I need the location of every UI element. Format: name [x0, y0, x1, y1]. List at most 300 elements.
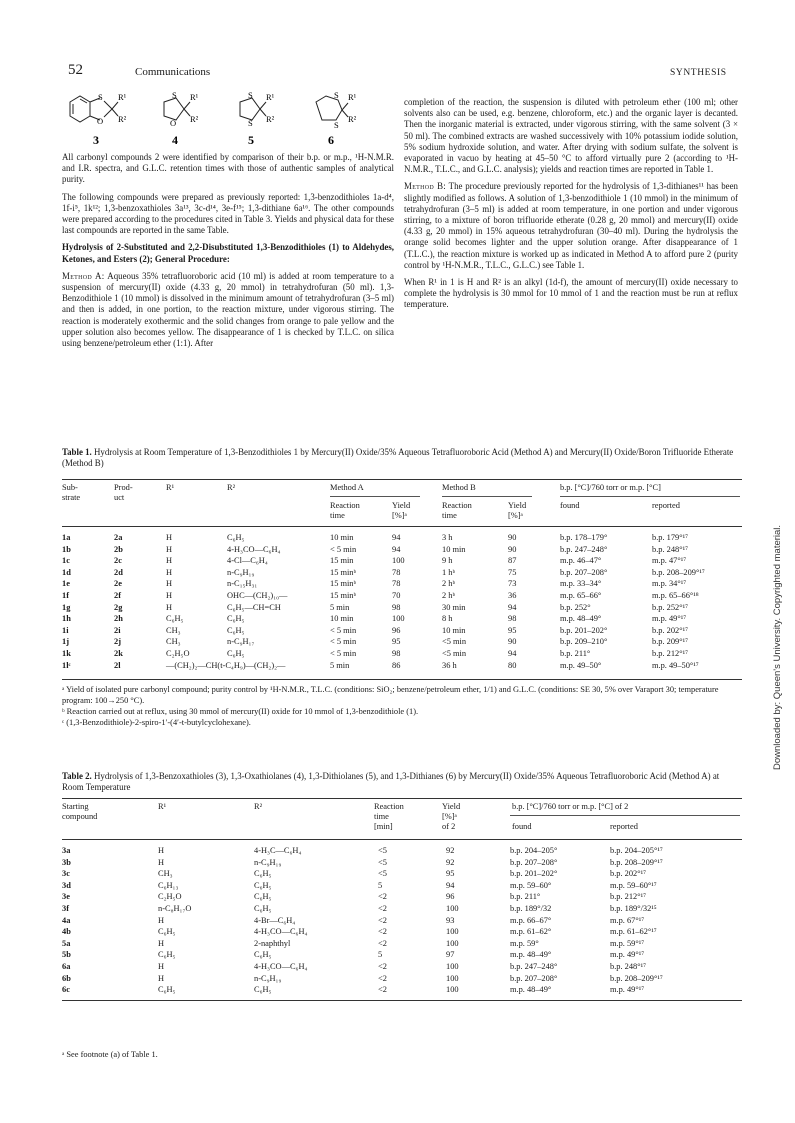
- table-cell: C₆H₅: [254, 869, 272, 879]
- th-found: found: [560, 501, 580, 510]
- download-notice: Downloaded by: Queen's University. Copyrighted material.: [772, 524, 783, 770]
- table-cell: <2: [378, 973, 387, 983]
- table-cell: n-C₉H₁₇: [227, 637, 255, 647]
- table-cell: 10 min: [442, 544, 466, 554]
- table-row: [60, 544, 740, 556]
- table-cell: m.p. 33–34°: [560, 579, 602, 589]
- table-cell: m.p. 59°¹⁷: [610, 938, 645, 948]
- structure-diagrams: [60, 88, 400, 150]
- atom-r1: R¹: [118, 92, 127, 102]
- table2-caption: [62, 771, 742, 793]
- table-cell: <2: [378, 985, 387, 995]
- table-cell: 10 min: [330, 614, 354, 624]
- atom-o: O: [97, 116, 104, 126]
- table-cell: m.p. 34°¹⁷: [652, 579, 687, 589]
- structure-label-3: 3: [93, 133, 99, 147]
- table1-caption-label: Table 1.: [62, 447, 92, 457]
- atom-r2: R²: [266, 114, 275, 124]
- table-cell: b.p. 201–202°: [560, 625, 608, 635]
- paragraph: All carbonyl compounds 2 were identified by comparison of their b.p. or m.p., ¹H-N.M.R. and I.R. spectra, and G.L.C. retention times with those of authentic samples of analytical purity.: [62, 152, 394, 185]
- table-cell: 100: [446, 927, 459, 937]
- th-reported: reported: [610, 822, 638, 831]
- table-cell: 5 min: [330, 602, 350, 612]
- table-cell: m.p. 61–62°: [510, 927, 552, 937]
- table-cell: 100: [446, 985, 459, 995]
- table-cell: 2 hᵇ: [442, 590, 456, 600]
- table-cell: m.p. 49°¹⁷: [610, 950, 645, 960]
- table-cell: 5: [378, 950, 383, 960]
- table-cell: 1d: [62, 567, 71, 577]
- table-cell: <2: [378, 892, 387, 902]
- atom-s: S: [172, 90, 177, 100]
- atom-r1: R¹: [266, 92, 275, 102]
- table-cell: 10 min: [442, 625, 466, 635]
- table-row: [60, 915, 728, 927]
- table1-body: [60, 532, 740, 671]
- table-cell: m.p. 59–60°¹⁷: [610, 880, 657, 890]
- table-row: [60, 857, 728, 869]
- table-cell: 100: [446, 903, 459, 913]
- table-cell: 4-Br—C₆H₄: [254, 915, 296, 925]
- journal-name: SYNTHESIS: [670, 68, 727, 78]
- table-cell: 5: [378, 880, 383, 890]
- table-cell: OHC—(CH₂)₁₀—: [227, 590, 288, 600]
- table-row: [60, 567, 740, 579]
- table-cell: 6c: [62, 985, 70, 995]
- table-row: [60, 578, 740, 590]
- table-cell: 6a: [62, 961, 71, 971]
- table-cell: <5: [378, 846, 387, 855]
- table-cell: H: [158, 857, 165, 867]
- table-cell: b.p. 189°/32: [510, 903, 552, 913]
- table-cell: 10 min: [330, 533, 354, 542]
- table-cell: < 5 min: [330, 637, 357, 647]
- table-cell: C₆H₅: [254, 892, 272, 902]
- table-cell: b.p. 207–208°: [560, 567, 608, 577]
- th-reaction-time: Reaction time [min]: [374, 802, 404, 831]
- table-cell: C₆H₅: [227, 625, 245, 635]
- table2-footnote: ᵃ See footnote (a) of Table 1.: [62, 1050, 158, 1059]
- atom-r1: R¹: [190, 92, 199, 102]
- table-cell: CH₃: [166, 625, 181, 635]
- atom-s: S: [248, 90, 253, 100]
- table-cell: 4-H₃CO—C₆H₄: [227, 544, 281, 554]
- table-cell: C₆H₅: [227, 614, 245, 624]
- table2-caption-text: Hydrolysis of 1,3-Benzoxathioles (3), 1,3-Oxathiolanes (4), 1,3-Dithiolanes (5), and 1,3-Dithianes (6) by Mercury(II) Oxide/35% Aqueous Tetrafluoroboric Acid (Method A) at Room Temperature: [62, 771, 720, 792]
- table-row: [60, 868, 728, 880]
- table-cell: H: [158, 846, 165, 855]
- table-cell: 96: [392, 625, 401, 635]
- table-cell: H: [158, 938, 165, 948]
- table-cell: 1i: [62, 625, 69, 635]
- table-cell: C₂H₅O: [166, 648, 190, 658]
- table-cell: <2: [378, 961, 387, 971]
- table-cell: 36 h: [442, 660, 457, 670]
- table-cell: 3 h: [442, 533, 453, 542]
- table-cell: 15 minᵇ: [330, 590, 357, 600]
- table-cell: < 5 min: [330, 625, 357, 635]
- table-cell: 94: [508, 648, 517, 658]
- method-b-text: The procedure previously reported for the hydrolysis of 1,3-dithianes¹¹ has been slightly modified as follows. A solution of 1,3-benzodithiole 1 (10 mmol) in the minimum of tetrahydrofuran (3–5 ml) is added at room temperature, in one portion and under vigorous stirring, to a mixture of boron trifluoride etherate (0.28 g, 20 mmol) and mercury(II) oxide (4.33 g, 20 mmol) in 15% aqueous tetrahydrofuran (30–40 ml). During the hydrolysis the orange solid becomes lighter and the upper solution orange. After disappearance of 1 (T.L.C.), the reaction mixture is worked up as indicated in Method A to afford pure 2 (purity control by ¹H-N.M.R., T.L.C., G.L.C.) see Table 1.: [404, 181, 738, 270]
- table-cell: 3a: [62, 846, 71, 855]
- table-cell: H: [166, 533, 173, 542]
- th-reaction-time-a: Reaction time: [330, 501, 360, 520]
- table-cell: 96: [446, 892, 455, 902]
- table-cell: 15 minᵇ: [330, 567, 357, 577]
- table-cell: n-C₈H₁₇O: [158, 903, 192, 913]
- table-cell: m.p. 61–62°¹⁷: [610, 927, 657, 937]
- table-cell: H: [166, 579, 173, 589]
- table-cell: <2: [378, 927, 387, 937]
- table1-caption-text: Hydrolysis at Room Temperature of 1,3-Benzodithioles 1 by Mercury(II) Oxide/35% Aqueous Tetrafluoroboric Acid (Method A) and Mercury(II) Oxide/Boron Trifluoride Etherate (Method B): [62, 447, 734, 468]
- table-cell: m.p. 66–67°: [510, 915, 552, 925]
- table-cell: 3d: [62, 880, 71, 890]
- table-cell: b.p. 212°¹⁷: [652, 648, 688, 658]
- table-cell: C₆H₅—CH=CH: [227, 602, 281, 612]
- th-r2: R²: [227, 483, 236, 492]
- table-cell: 75: [508, 567, 517, 577]
- table-cell: m.p. 46–47°: [560, 556, 602, 566]
- left-column: [62, 152, 394, 355]
- section-heading: Hydrolysis of 2-Substituted and 2,2-Disubstituted 1,3-Benzodithioles (1) to Aldehydes, Ketones, and Esters (2); General Procedure:: [62, 242, 394, 264]
- table-cell: H: [158, 961, 165, 971]
- table-row: [60, 555, 740, 567]
- table-cell: 95: [508, 625, 517, 635]
- table-cell: m.p. 49°¹⁷: [652, 614, 687, 624]
- table-cell: 2e: [114, 579, 122, 589]
- table-cell: m.p. 48–49°: [510, 985, 552, 995]
- paragraph: completion of the reaction, the suspension is diluted with petroleum ether (100 ml; other solvents also can be used, e.g. benzene, chloroform, etc.) and the organic layer is decanted. Then the inorganic material is extracted, under vigorous stirring, with the same solvent (3 × 50 ml). The combined extracts are washed successively with 10% potassium iodide solution, 5% sodium hydroxide solution, and water. After drying with sodium sulfate, the solvent is evaporated in vacuo by heating at 45–50 °C to afford virtually pure 2 (according to ¹H-N.M.R., T.L.C., and G.L.C. analysis); yields and reaction times are reported in Table 1.: [404, 97, 738, 175]
- table-cell: <5: [378, 857, 387, 867]
- table-cell: 4-Cl—C₆H₄: [227, 556, 268, 566]
- table-cell: H: [158, 915, 165, 925]
- table-cell: 36: [508, 590, 517, 600]
- table-cell: C₆H₅: [158, 985, 176, 995]
- table-cell: 4-H₃C—C₆H₄: [254, 846, 302, 855]
- table-cell: b.p. 211°: [560, 648, 591, 658]
- table-cell: 1g: [62, 602, 71, 612]
- table-cell: 94: [446, 880, 455, 890]
- table-cell: 2k: [114, 648, 123, 658]
- table-cell: 2-naphthyl: [254, 938, 291, 948]
- th-r2: R²: [254, 802, 263, 811]
- table-cell: 1e: [62, 579, 70, 589]
- th-substrate: Sub- strate: [62, 483, 81, 502]
- table-row: [60, 880, 728, 892]
- th-reaction-time-b: Reaction time: [442, 501, 472, 520]
- table-cell: n-C₉H₁₉: [254, 973, 282, 983]
- table-cell: 2c: [114, 556, 122, 566]
- table-cell: b.p. 209°¹⁷: [652, 637, 688, 647]
- table-cell: 5 min: [330, 660, 350, 670]
- table-row: [60, 660, 740, 672]
- table-cell: m.p. 48–49°: [510, 950, 552, 960]
- table-cell: 1b: [62, 544, 71, 554]
- table-row: [60, 636, 740, 648]
- table-cell: m.p. 67°¹⁷: [610, 915, 645, 925]
- table-cell: b.p. 207–208°: [510, 973, 558, 983]
- th-reported: reported: [652, 501, 680, 510]
- th-product: Prod- uct: [114, 483, 133, 502]
- table-row: [60, 973, 728, 985]
- atom-s: S: [248, 118, 253, 128]
- table-cell: 4-H₃CO—C₆H₄: [254, 961, 308, 971]
- table-cell: <2: [378, 903, 387, 913]
- table-row: [60, 891, 728, 903]
- table-row: [60, 625, 740, 637]
- table-cell: 98: [508, 614, 517, 624]
- table-cell: 70: [392, 590, 401, 600]
- table-cell: b.p. 247–248°: [560, 544, 608, 554]
- th-yield: Yield [%]ᵃ of 2: [442, 802, 461, 831]
- table-cell: 1a: [62, 533, 71, 542]
- table-cell: C₆H₅: [254, 950, 272, 960]
- table-row: [60, 961, 728, 973]
- table-cell: 1f: [62, 590, 69, 600]
- table-cell: 2i: [114, 625, 121, 635]
- table-cell: b.p. 252°: [560, 602, 591, 612]
- table-cell: m.p. 48–49°: [560, 614, 602, 624]
- table-cell: <5 min: [442, 648, 467, 658]
- table-cell: 100: [446, 938, 459, 948]
- table-cell: m.p. 59°: [510, 938, 539, 948]
- table-cell: 30 min: [442, 602, 466, 612]
- table-cell: 1k: [62, 648, 71, 658]
- table-cell: 6b: [62, 973, 71, 983]
- table-cell: 2b: [114, 544, 123, 554]
- table-cell: 86: [392, 660, 401, 670]
- table-cell: b.p. 201–202°: [510, 869, 558, 879]
- paragraph: When R¹ in 1 is H and R² is an alkyl (1d-f), the amount of mercury(II) oxide necessary to complete the hydrolysis is 30 mmol for 10 mmol of 1 and the reaction must be run at reflux temperature.: [404, 277, 738, 310]
- table-cell: 90: [508, 544, 517, 554]
- th-bp: b.p. [°C]/760 torr or m.p. [°C] of 2: [512, 802, 629, 811]
- table-cell: C₆H₅: [254, 880, 272, 890]
- th-method-a: Method A: [330, 483, 364, 492]
- table-row: [60, 938, 728, 950]
- table-cell: b.p. 211°: [510, 892, 541, 902]
- table-cell: 2j: [114, 637, 121, 647]
- table-cell: 100: [392, 614, 405, 624]
- section-title: Communications: [135, 66, 211, 78]
- th-method-b: Method B: [442, 483, 476, 492]
- table-cell: 95: [446, 869, 455, 879]
- table-cell: n-C₉H₁₉: [254, 857, 282, 867]
- table-cell: C₆H₁₃: [158, 880, 179, 890]
- table-row: [60, 648, 740, 660]
- table-cell: 100: [446, 973, 459, 983]
- table-cell: <5 min: [442, 637, 467, 647]
- structure-6: [316, 96, 348, 120]
- table-cell: b.p. 208–209°¹⁷: [610, 857, 663, 867]
- table-cell: 94: [392, 533, 401, 542]
- atom-s: S: [334, 120, 339, 130]
- table1-caption: [62, 447, 742, 469]
- atom-r2: R²: [190, 114, 199, 124]
- th-yield-b: Yield [%]ᵃ: [508, 501, 527, 520]
- table-cell: 92: [446, 857, 455, 867]
- table-cell: 100: [392, 556, 405, 566]
- table-cell: 15 minᵇ: [330, 579, 357, 589]
- structure-label-5: 5: [248, 133, 254, 147]
- table-cell: <5: [378, 869, 387, 879]
- table-cell: 2a: [114, 533, 123, 542]
- table-cell: C₆H₅: [227, 533, 245, 542]
- table-cell: 15 min: [330, 556, 354, 566]
- table-cell: < 5 min: [330, 648, 357, 658]
- table-cell: b.p. 247–248°: [510, 961, 558, 971]
- structure-5: [240, 98, 266, 120]
- table-cell: b.p. 248°¹⁷: [610, 961, 646, 971]
- table-cell: 98: [392, 648, 401, 658]
- table-cell: C₆H₅: [158, 950, 176, 960]
- table-cell: 1h: [62, 614, 71, 624]
- table-row: [60, 590, 740, 602]
- structure-label-4: 4: [172, 133, 178, 147]
- table-cell: m.p. 47°¹⁷: [652, 556, 687, 566]
- atom-s: S: [98, 92, 103, 102]
- table-cell: <2: [378, 915, 387, 925]
- table-cell: 2 hᵇ: [442, 579, 456, 589]
- table-cell: 95: [392, 637, 401, 647]
- footnote: ᵇ Reaction carried out at reflux, using 30 mmol of mercury(II) oxide for 10 mmol of 1,3-benzodithiole (1).: [62, 707, 419, 716]
- method-b-paragraph: [404, 181, 738, 271]
- table-cell: H: [166, 590, 173, 600]
- atom-r2: R²: [118, 114, 127, 124]
- table-cell: CH₃: [158, 869, 173, 879]
- table-cell: 97: [446, 950, 455, 960]
- table-cell: H: [166, 602, 173, 612]
- table-cell: CH₃: [166, 637, 181, 647]
- paragraph: The following compounds were prepared as previously reported: 1,3-benzodithioles 1a-d⁴, 1f-i⁵, 1k¹²; 1,3-benzoxathioles 3a¹³, 3c-d¹⁴, 3e-f¹⁵; 1,3-dithiane 6a¹⁶. The other compounds were prepared according to the procedures cited in Table 3. Yields and physical data for these last compounds are reported in the same Table.: [62, 191, 394, 236]
- table-cell: 8 h: [442, 614, 453, 624]
- table-cell: 1j: [62, 637, 69, 647]
- table-cell: b.p. 208–209°¹⁷: [652, 567, 705, 577]
- table-cell: b.p. 208–209°¹⁷: [610, 973, 663, 983]
- table-cell: b.p. 209–210°: [560, 637, 608, 647]
- table-cell: 3c: [62, 869, 70, 879]
- th-starting: Starting compound: [62, 802, 98, 821]
- table-row: [60, 532, 740, 544]
- table-cell: 100: [446, 961, 459, 971]
- table-cell: H: [166, 544, 173, 554]
- table-cell: 94: [508, 602, 517, 612]
- page-number: 52: [68, 62, 83, 78]
- table-cell: 1c: [62, 556, 70, 566]
- table-cell: H: [166, 556, 173, 566]
- table-cell: 5a: [62, 938, 71, 948]
- table-row: [60, 949, 728, 961]
- method-a-text: Aqueous 35% tetrafluoroboric acid (10 ml) is added at room temperature to a suspension of mercury(II) oxide (4.33 g, 20 mmol) in tetrahydrofuran (50 ml). 1,3-Benzodithiole 1 (10 mmol) is dissolved in the minimum amount of tetrahydrofuran (3–5 ml) and then is added, in one portion, to the reaction mixture, under vigorous stirring. The reaction is moderately exothermic and the solid changes from orange to pale yellow and the upper solution also becomes yellow. The disappearance of 1 is checked by T.L.C. on silica using benzene/petroleum ether (1:1). After: [62, 270, 394, 349]
- structure-4: [164, 98, 190, 120]
- atom-o: O: [170, 118, 177, 128]
- table-cell: 90: [508, 533, 517, 542]
- footnote: ᵃ Yield of isolated pure carbonyl compound; purity control by ¹H-N.M.R., T.L.C. (conditions: SiO₂; benzene/petroleum ether, 1/1) and G.L.C. (conditions: SE 30, 5% over Varaport 30; temperature program: 100→250 °C).: [62, 685, 719, 705]
- table-cell: C₆H₅: [227, 648, 245, 658]
- table-cell: 78: [392, 567, 401, 577]
- th-yield-a: Yield [%]ᵃ: [392, 501, 411, 520]
- atom-r1: R¹: [348, 92, 357, 102]
- table-cell: C₆H₅: [254, 985, 272, 995]
- table-cell: 78: [392, 579, 401, 589]
- table1-footnotes: [62, 684, 742, 728]
- table-cell: 4b: [62, 927, 71, 937]
- table-cell: m.p. 65–66°: [560, 590, 602, 600]
- th-r1: R¹: [158, 802, 167, 811]
- table-cell: 98: [392, 602, 401, 612]
- table-cell: 2f: [114, 590, 121, 600]
- table-cell: 2d: [114, 567, 123, 577]
- table-cell: 80: [508, 660, 517, 670]
- method-a-paragraph: [62, 271, 394, 349]
- table-cell: 3f: [62, 903, 69, 913]
- table-cell: H: [166, 567, 173, 577]
- method-b-label: Method B:: [404, 181, 447, 192]
- table-cell: 87: [508, 556, 517, 566]
- table-cell: 3e: [62, 892, 70, 902]
- structure-3: [70, 96, 118, 122]
- table-cell: 93: [446, 915, 455, 925]
- th-bp: b.p. [°C]/760 torr or m.p. [°C]: [560, 483, 661, 492]
- table-cell: b.p. 204–205°: [510, 846, 558, 855]
- table-row: [60, 602, 740, 614]
- table-cell: 4-H₃CO—C₆H₄: [254, 927, 308, 937]
- table-cell: b.p. 252°¹⁷: [652, 602, 688, 612]
- method-a-label: Method A:: [62, 270, 105, 281]
- right-column: [404, 97, 738, 317]
- table-cell: b.p. 189°/32¹⁵: [610, 903, 657, 913]
- table-cell: m.p. 65–66°¹⁸: [652, 590, 699, 600]
- th-r1: R¹: [166, 483, 175, 492]
- table-cell: <2: [378, 938, 387, 948]
- table-cell: 1lᶜ: [62, 660, 71, 670]
- table-cell: m.p. 49–50°: [560, 660, 602, 670]
- table-cell: m.p. 49°¹⁷: [610, 985, 645, 995]
- table-row: [60, 926, 728, 938]
- footnote: ᶜ (1,3-Benzodithiole)-2-spiro-1′-(4′-t-butylcyclohexane).: [62, 718, 251, 727]
- table-cell: H: [158, 973, 165, 983]
- table-cell: b.p. 212°¹⁷: [610, 892, 646, 902]
- table-cell: b.p. 207–208°: [510, 857, 558, 867]
- table-cell: 92: [446, 846, 455, 855]
- table-cell: b.p. 204–205°¹⁷: [610, 846, 663, 855]
- table-cell: 2h: [114, 614, 123, 624]
- table-cell: m.p. 49–50°¹⁷: [652, 660, 699, 670]
- th-found: found: [512, 822, 532, 831]
- table-cell: b.p. 202°¹⁷: [652, 625, 688, 635]
- atom-s: S: [334, 90, 339, 100]
- table-cell: C₆H₅: [166, 614, 184, 624]
- table-cell: b.p. 248°¹⁷: [652, 544, 688, 554]
- table-cell: n-C₉H₁₉: [227, 567, 255, 577]
- table2-caption-label: Table 2.: [62, 771, 92, 781]
- table-cell: C₆H₅: [158, 927, 176, 937]
- table-cell: C₆H₅: [254, 903, 272, 913]
- table-cell: m.p. 59–60°: [510, 880, 552, 890]
- table-cell: 1 hᵇ: [442, 567, 456, 577]
- table-cell: 4a: [62, 915, 71, 925]
- table-cell: —(CH₂)₂—CH(t-C₄H₉)—(CH₂)₂—: [166, 660, 286, 670]
- table-cell: b.p. 178–179°: [560, 533, 608, 542]
- table-cell: 2l: [114, 660, 121, 670]
- table-row: [60, 613, 740, 625]
- table-cell: n-C₁₅H₃₁: [227, 579, 258, 589]
- table-cell: b.p. 179°¹⁷: [652, 533, 688, 542]
- atom-r2: R²: [348, 114, 357, 124]
- table-row: [60, 903, 728, 915]
- table2-body: [60, 845, 728, 996]
- table-cell: 5b: [62, 950, 71, 960]
- table-cell: b.p. 202°¹⁷: [610, 869, 646, 879]
